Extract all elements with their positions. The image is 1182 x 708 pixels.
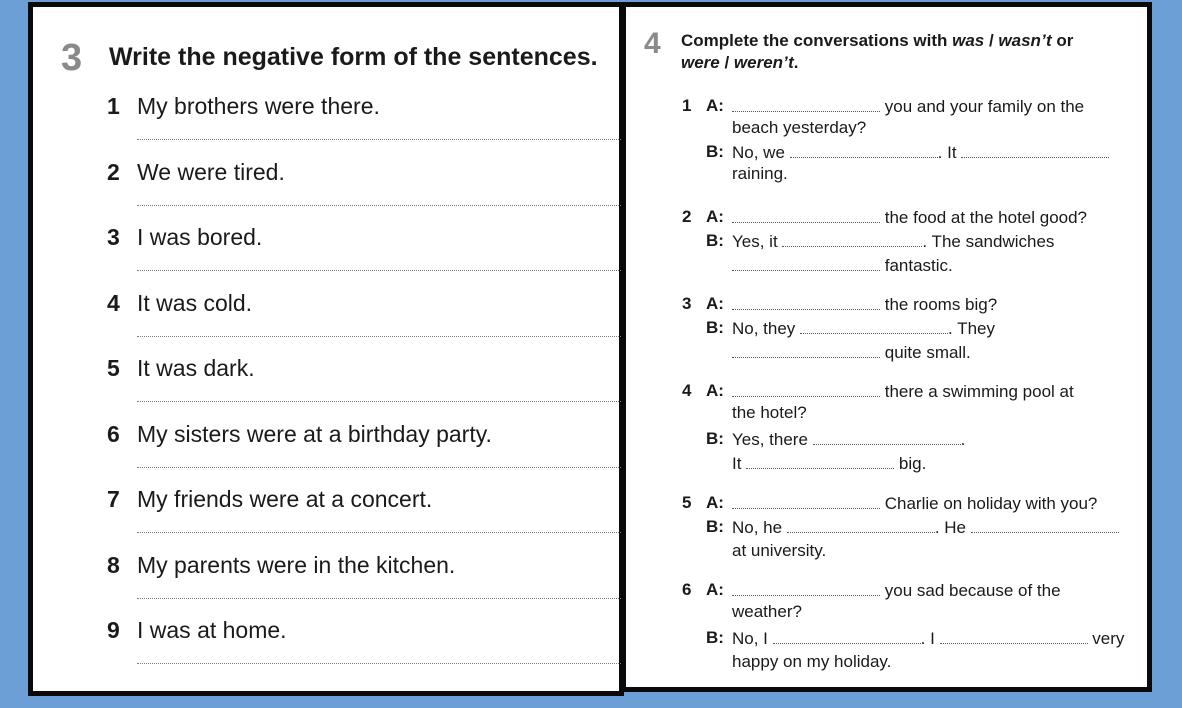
sentence-row [107, 93, 627, 159]
line-b2: raining. [732, 164, 788, 183]
line-text: quite small. [884, 343, 971, 362]
line-b2 [732, 341, 971, 364]
speaker-a: A: [706, 580, 724, 599]
item-number: 9 [107, 617, 120, 643]
item-sentence: It was cold. [137, 290, 253, 316]
title-was: was [952, 31, 985, 50]
item-number: 6 [107, 421, 120, 447]
line-text: very [1092, 629, 1125, 648]
line-b1 [732, 230, 1054, 253]
conversation-number: 4 [682, 381, 692, 400]
sentence-row [107, 224, 627, 290]
line-b1 [732, 141, 1109, 164]
speaker-b: B: [706, 231, 724, 250]
line-text: No, we [732, 143, 785, 162]
sentence-row [107, 421, 627, 487]
line-a1 [732, 492, 1097, 515]
line-text: It [732, 454, 742, 473]
exercise-number: 3 [61, 37, 83, 79]
line-text: . He [934, 518, 967, 537]
exercise-number: 4 [644, 27, 661, 60]
line-b1 [732, 317, 995, 340]
title-text: Complete the conversations with [681, 31, 953, 50]
line-b2 [732, 452, 926, 475]
item-sentence: My brothers were there. [137, 93, 380, 119]
line-text: . I [920, 629, 935, 648]
line-text: . They [948, 319, 995, 338]
line-b1 [732, 516, 1119, 539]
line-b2: happy on my holiday. [732, 652, 892, 671]
item-number: 2 [107, 159, 120, 185]
answer-line[interactable] [137, 401, 627, 402]
answer-blank[interactable] [732, 579, 880, 596]
sentence-row [107, 486, 627, 552]
line-text: the food at the hotel good? [884, 208, 1088, 227]
item-sentence: My friends were at a concert. [137, 486, 433, 512]
title-slash: / [719, 53, 734, 72]
speaker-a: A: [706, 381, 724, 400]
sentence-row [107, 290, 627, 356]
line-text: fantastic. [884, 256, 953, 275]
speaker-a: A: [706, 294, 724, 313]
answer-blank[interactable] [732, 95, 880, 112]
item-sentence: My parents were in the kitchen. [137, 552, 456, 578]
item-number: 3 [107, 224, 120, 250]
conversation-number: 6 [682, 580, 692, 599]
line-text: . It [937, 143, 957, 162]
conversation-number: 5 [682, 493, 692, 512]
line-a1 [732, 95, 1084, 118]
answer-blank[interactable] [732, 206, 880, 223]
item-number: 1 [107, 93, 120, 119]
line-text: . The sandwiches [922, 232, 1055, 251]
answer-line[interactable] [137, 336, 627, 337]
title-werent: weren’t [733, 53, 794, 72]
answer-blank[interactable] [773, 627, 921, 644]
conversation-number: 3 [682, 294, 692, 313]
title-were: were [681, 53, 720, 72]
line-b1 [732, 627, 1124, 650]
answer-blank[interactable] [732, 254, 880, 271]
item-number: 4 [107, 290, 120, 316]
line-b1 [732, 428, 965, 451]
speaker-a: A: [706, 207, 724, 226]
answer-blank[interactable] [732, 380, 880, 397]
answer-blank[interactable] [961, 141, 1109, 158]
answer-blank[interactable] [732, 293, 880, 310]
line-a1 [732, 206, 1087, 229]
conversation-number: 2 [682, 207, 692, 226]
sentence-row [107, 617, 627, 683]
title-or: or [1051, 31, 1074, 50]
sentence-row [107, 159, 627, 225]
answer-line[interactable] [137, 467, 627, 468]
sentence-row [107, 355, 627, 421]
answer-blank[interactable] [787, 516, 935, 533]
answer-blank[interactable] [732, 341, 880, 358]
answer-line[interactable] [137, 139, 627, 140]
line-text: No, they [732, 319, 796, 338]
speaker-b: B: [706, 429, 724, 448]
line-a2: the hotel? [732, 403, 807, 422]
item-number: 8 [107, 552, 120, 578]
answer-blank[interactable] [971, 516, 1119, 533]
answer-blank[interactable] [746, 452, 894, 469]
item-sentence: It was dark. [137, 355, 255, 381]
line-text: Yes, there [732, 430, 808, 449]
answer-line[interactable] [137, 205, 627, 206]
item-sentence: My sisters were at a birthday party. [137, 421, 492, 447]
speaker-b: B: [706, 142, 724, 161]
answer-line[interactable] [137, 532, 627, 533]
sentence-row [107, 552, 627, 618]
answer-line[interactable] [137, 663, 627, 664]
title-slash: / [984, 31, 999, 50]
item-sentence: We were tired. [137, 159, 285, 185]
item-number: 7 [107, 486, 120, 512]
line-a2: beach yesterday? [732, 118, 867, 137]
answer-blank[interactable] [732, 492, 880, 509]
line-text: the rooms big? [884, 295, 998, 314]
exercise-3-panel [28, 2, 624, 696]
line-a1 [732, 380, 1074, 403]
answer-blank[interactable] [790, 141, 938, 158]
exercise-title: Write the negative form of the sentences. [109, 43, 598, 71]
line-text: big. [898, 454, 927, 473]
answer-blank[interactable] [800, 317, 948, 334]
item-sentence: I was bored. [137, 224, 263, 250]
line-a1 [732, 293, 997, 316]
line-text: . [960, 430, 966, 449]
line-a2: weather? [732, 602, 802, 621]
line-b2 [732, 254, 953, 277]
answer-line[interactable] [137, 270, 627, 271]
title-wasnt: wasn’t [998, 31, 1052, 50]
answer-blank[interactable] [940, 627, 1088, 644]
line-text: Yes, it [732, 232, 778, 251]
line-text: No, I [732, 629, 768, 648]
conversation-number: 1 [682, 96, 692, 115]
speaker-b: B: [706, 517, 724, 536]
item-number: 5 [107, 355, 120, 381]
answer-blank[interactable] [782, 230, 922, 247]
exercise-4-panel [621, 2, 1152, 692]
answer-line[interactable] [137, 598, 627, 599]
exercise-title [681, 30, 1121, 74]
speaker-b: B: [706, 318, 724, 337]
speaker-b: B: [706, 628, 724, 647]
speaker-a: A: [706, 96, 724, 115]
item-sentence: I was at home. [137, 617, 287, 643]
line-text: there a swimming pool at [884, 382, 1074, 401]
title-period: . [793, 53, 799, 72]
line-text: No, he [732, 518, 783, 537]
line-text: Charlie on holiday with you? [884, 494, 1098, 513]
line-b2: at university. [732, 541, 827, 560]
speaker-a: A: [706, 493, 724, 512]
line-text: you sad because of the [884, 581, 1061, 600]
line-text: you and your family on the [884, 97, 1085, 116]
answer-blank[interactable] [813, 428, 961, 445]
line-a1 [732, 579, 1061, 602]
